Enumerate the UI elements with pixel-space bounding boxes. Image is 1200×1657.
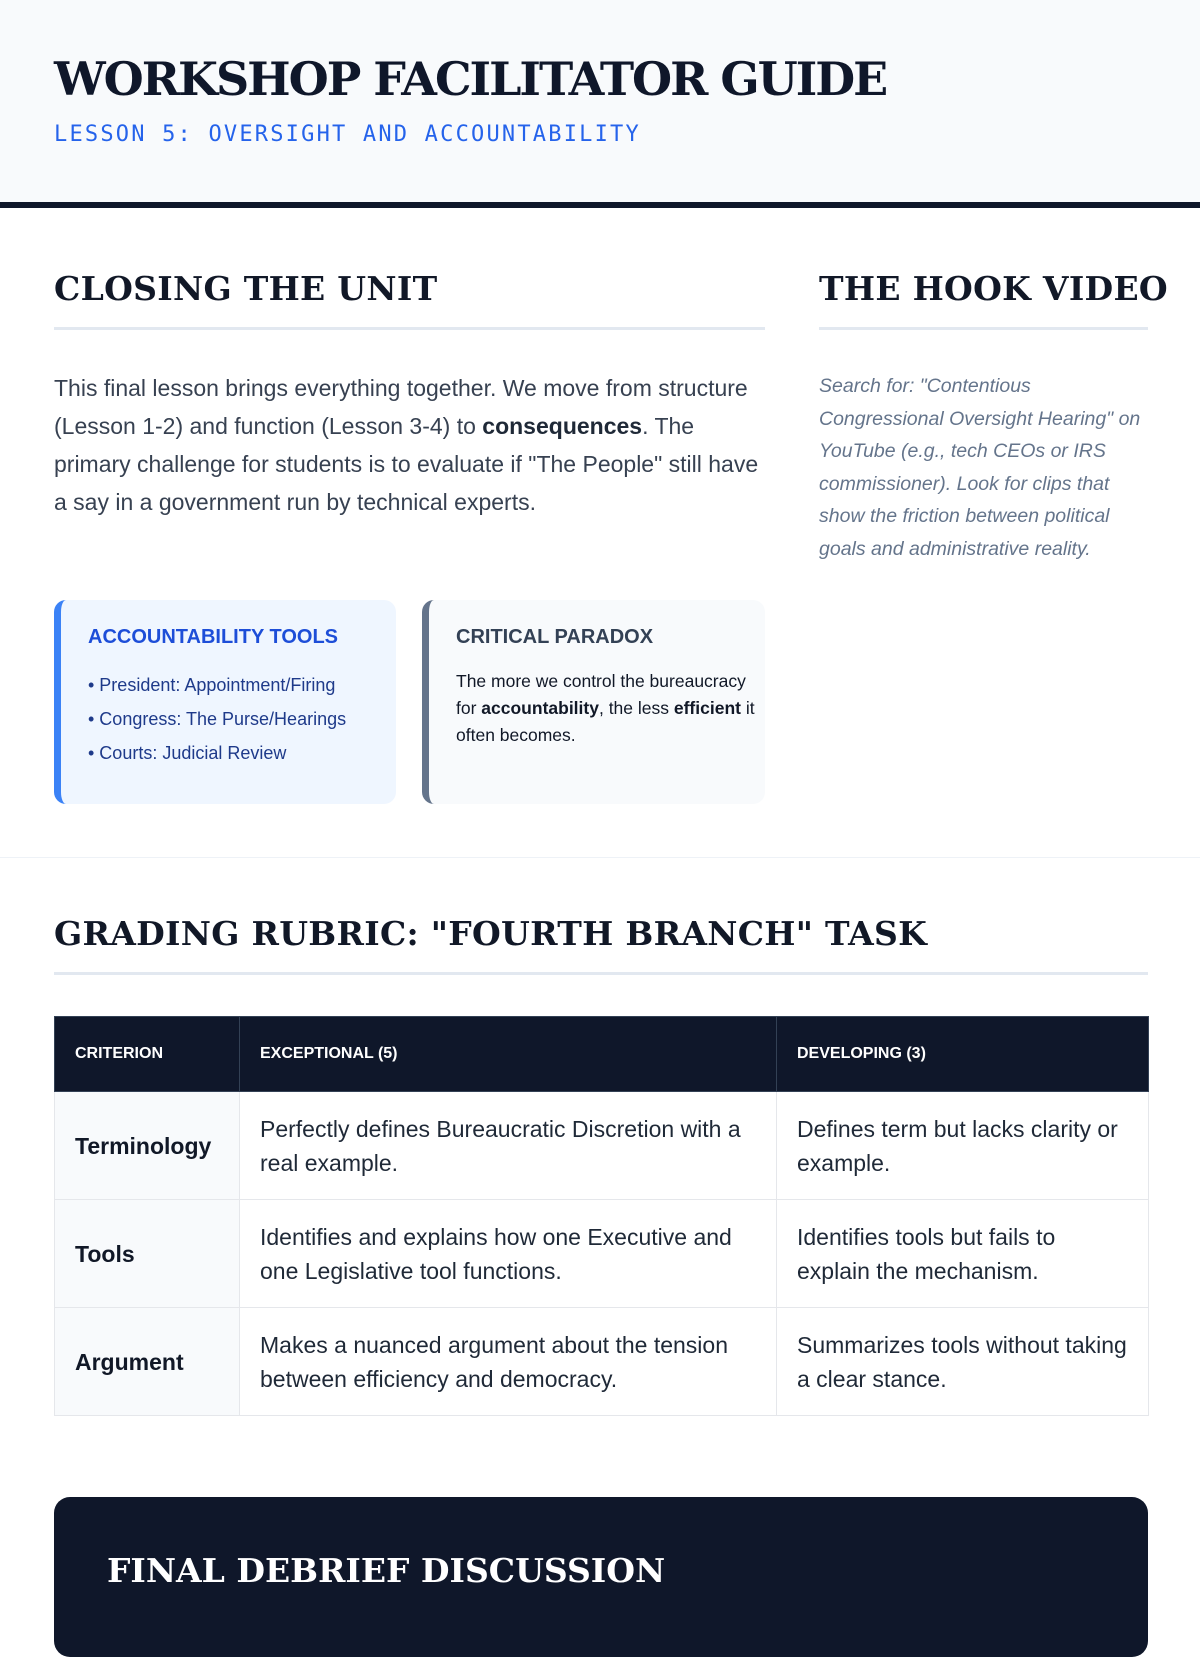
rubric-title-rule [54,972,1148,975]
accountability-tools-title: ACCOUNTABILITY TOOLS [88,626,338,648]
page-header [0,0,1200,208]
paradox-bold-efficient: efficient [673,698,741,718]
table-row [55,1308,1149,1416]
closing-intro [54,369,764,521]
criterion-cell: Terminology [55,1092,240,1200]
accountability-tools-card [54,600,396,804]
rubric-table [54,1016,1149,1416]
rubric-title: GRADING RUBRIC: "FOURTH BRANCH" TASK [54,914,928,953]
column-header-exceptional: EXCEPTIONAL (5) [240,1017,777,1092]
paradox-text-1: The more we control the bureaucracy for [456,671,746,718]
criterion-cell: Tools [55,1200,240,1308]
debrief-title: FINAL DEBRIEF DISCUSSION [107,1551,666,1590]
exceptional-cell: Perfectly defines Bureaucratic Discretion with a real example. [240,1092,777,1200]
exceptional-cell: Identifies and explains how one Executive and one Legislative tool functions. [240,1200,777,1308]
lesson-subtitle: LESSON 5: OVERSIGHT AND ACCOUNTABILITY [54,122,641,147]
paradox-text-3: it often becomes. [456,698,755,745]
tool-item-congress: • Congress: The Purse/Hearings [88,709,347,729]
critical-paradox-text [456,668,756,749]
closing-title: CLOSING THE UNIT [54,269,438,308]
criterion-cell: Argument [55,1308,240,1416]
tools-list [88,668,346,770]
developing-cell: Summarizes tools without taking a clear stance. [777,1308,1149,1416]
column-header-developing: DEVELOPING (3) [777,1017,1149,1092]
hook-title: THE HOOK VIDEO [819,269,1168,308]
paradox-text-2: , the less [598,698,674,718]
table-row [55,1092,1149,1200]
tool-item-courts: • Courts: Judicial Review [88,743,287,763]
developing-cell: Identifies tools but fails to explain the mechanism. [777,1200,1149,1308]
page-title: WORKSHOP FACILITATOR GUIDE [54,52,887,106]
exceptional-cell: Makes a nuanced argument about the tension between efficiency and democracy. [240,1308,777,1416]
column-header-criterion: CRITERION [55,1017,240,1092]
hook-title-rule [819,327,1148,330]
closing-title-rule [54,327,765,330]
section-divider [0,857,1200,858]
table-row [55,1200,1149,1308]
critical-paradox-title: CRITICAL PARADOX [456,626,654,648]
final-debrief-panel [54,1497,1148,1657]
intro-text-1: This final lesson brings everything together. We move from structure (Lesson 1-2) and function (Lesson 3-4) to [54,375,748,439]
tool-item-president: • President: Appointment/Firing [88,675,336,695]
hook-video-instructions: Search for: "Contentious Congressional Oversight Hearing" on YouTube (e.g., tech CEOs or IRS commissioner). Look for clips that show the friction between political goals and administrative reality. [819,375,1141,560]
paradox-bold-accountability: accountability [481,698,599,718]
developing-cell: Defines term but lacks clarity or example. [777,1092,1149,1200]
critical-paradox-card [422,600,765,804]
intro-text-2: . The primary challenge for students is to evaluate if "The People" still have a say in a government run by technical experts. [54,413,759,515]
rubric-header-row [55,1017,1149,1092]
intro-bold-consequences: consequences [482,413,643,439]
